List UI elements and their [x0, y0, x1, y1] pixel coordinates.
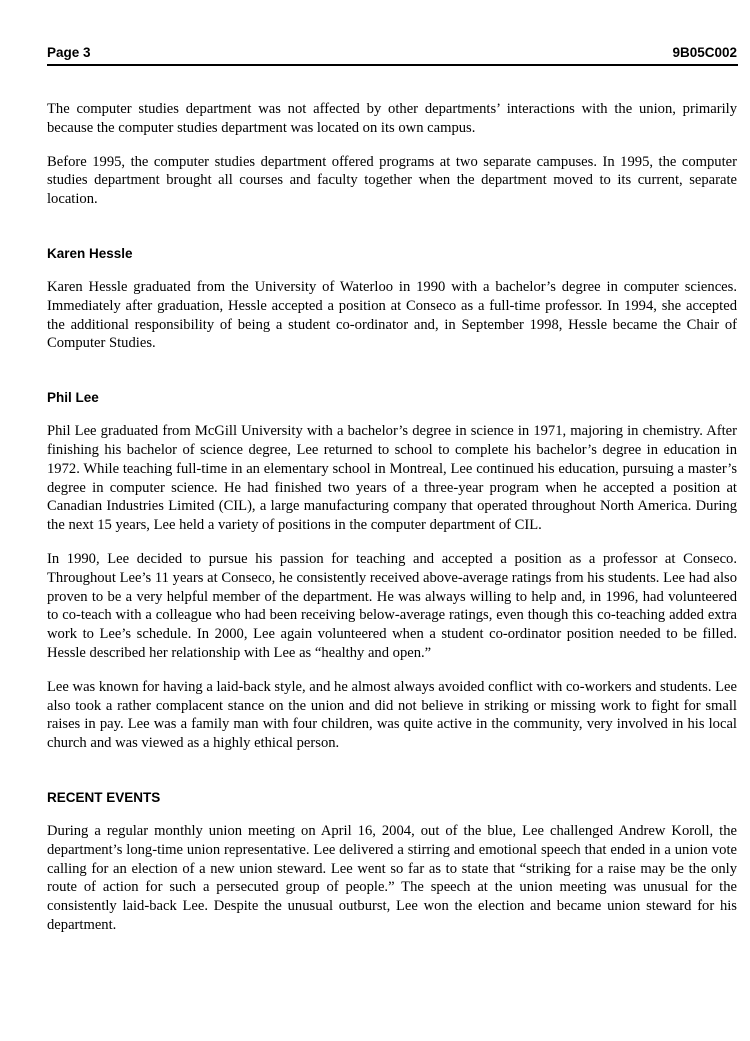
- recent-events-paragraph: During a regular monthly union meeting on April 16, 2004, out of the blue, Lee challenged Andrew Koroll, the department’s long-time union representative. Lee delivered a stirring and emotional speech that ended in a union vote calling for an election of a new union steward. Lee went so far as to state that “striking for a raise may be the only route of action for such a persecuted group of people.” The speech at the union meeting was unusual for the consistently laid-back Lee. Despite the unusual outburst, Lee won the election and became union steward for his department.: [47, 822, 737, 933]
- intro-paragraph: The computer studies department was not affected by other departments’ interactions with the union, primarily because the computer studies department was located on its own campus.: [47, 101, 737, 136]
- page-content: [47, 100, 737, 950]
- phil-lee-paragraph: Phil Lee graduated from McGill University with a bachelor’s degree in science in 1971, majoring in chemistry. After finishing his bachelor of science degree, Lee returned to school to complete his bachelor’s degree in education in 1972. While teaching full-time in an elementary school in Montreal, Lee continued his education, pursuing a master’s degree in computer science. He had finished two years of a three-year program when he accepted a position at Canadian Industries Limited (CIL), a large manufacturing company that operated throughout North America. During the next 15 years, Lee held a variety of positions in the computer department of CIL.: [47, 423, 737, 534]
- phil-lee-paragraph: Lee was known for having a laid-back style, and he almost always avoided conflict with co-workers and students. Lee also took a rather complacent stance on the union and did not believe in striking or missing work to fight for small raises in pay. Lee was a family man with four children, was quite active in the community, very involved in his local church and was viewed as a highly ethical person.: [47, 678, 737, 752]
- header-rule: [47, 64, 738, 66]
- section-heading-karen-hessle: Karen Hessle: [47, 245, 133, 261]
- section-heading-phil-lee: Phil Lee: [47, 390, 99, 406]
- phil-lee-paragraph: In 1990, Lee decided to pursue his passion for teaching and accepted a position as a professor at Conseco. Throughout Lee’s 11 years at Conseco, he consistently received above-average ratings from his students. Lee had also proven to be a very helpful member of the department. He was always willing to help and, in 1996, had volunteered to co-teach with a colleague who had been receiving below-average ratings, even though this co-teaching added extra work to Lee’s schedule. In 2000, Lee again volunteered when a student co-ordinator position needed to be filled. Hessle described her relationship with Lee as “healthy and open.”: [47, 550, 737, 661]
- intro-paragraph: Before 1995, the computer studies department offered programs at two separate campuses. In 1995, the computer studies department brought all courses and faculty together when the department moved to its current, separate location.: [47, 153, 737, 208]
- page-header: [47, 45, 737, 63]
- document-code: 9B05C002: [672, 45, 737, 60]
- page-number: Page 3: [47, 45, 91, 60]
- section-heading-recent-events: RECENT EVENTS: [47, 789, 161, 805]
- karen-hessle-paragraph: Karen Hessle graduated from the University of Waterloo in 1990 with a bachelor’s degree in computer sciences. Immediately after graduation, Hessle accepted a position at Conseco as a full-time professor. In 1994, she accepted the additional responsibility of being a student co-ordinator and, in September 1998, Hessle became the Chair of Computer Studies.: [47, 278, 737, 352]
